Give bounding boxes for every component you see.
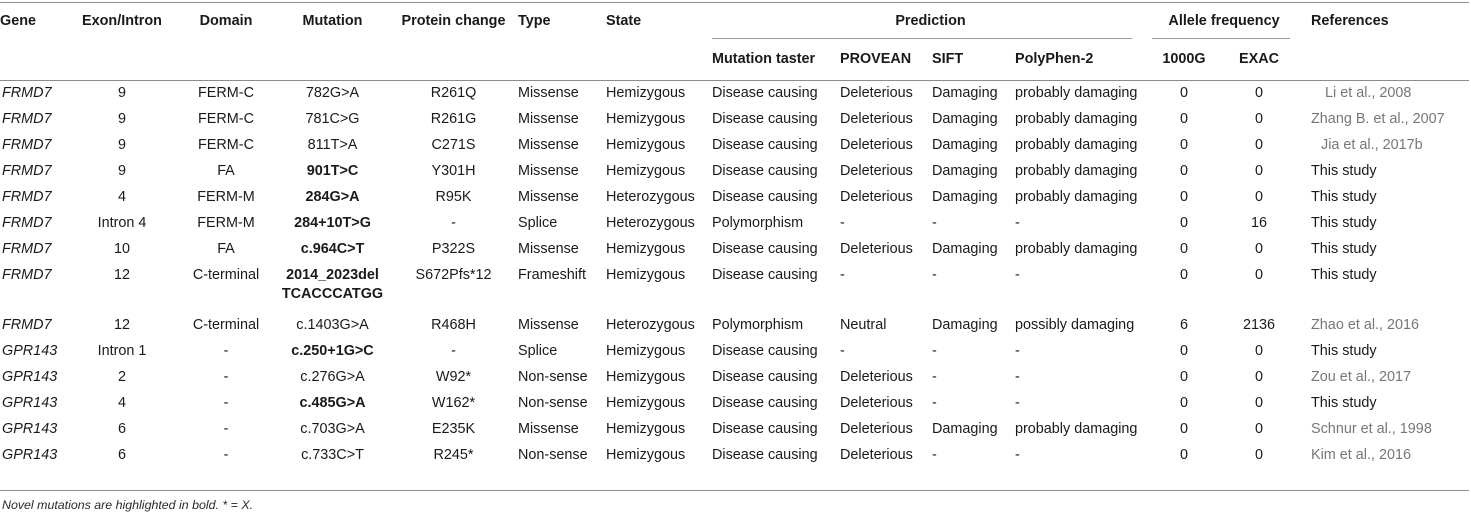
- cell-exon: 2: [117, 369, 126, 385]
- cell-mutation-taster: Disease causing: [712, 343, 818, 359]
- cell-type: Missense: [518, 421, 579, 437]
- header-protein-change: Protein change: [401, 13, 506, 29]
- cell-domain: FERM-M: [197, 215, 255, 231]
- cell-polyphen: -: [1015, 447, 1020, 463]
- table-row: [0, 442, 1469, 468]
- cell-1000g: 0: [1179, 111, 1188, 127]
- header-mutation: Mutation: [302, 13, 363, 29]
- cell-domain: -: [223, 395, 229, 411]
- header-state: State: [606, 13, 642, 29]
- cell-1000g: 0: [1179, 241, 1188, 257]
- cell-type: Missense: [518, 163, 579, 179]
- cell-sift: -: [932, 369, 937, 385]
- cell-provean: -: [840, 215, 845, 231]
- cell-polyphen: probably damaging: [1015, 85, 1138, 101]
- header-polyphen: PolyPhen-2: [1015, 51, 1094, 67]
- cell-sift: -: [932, 267, 937, 283]
- mutation-table: [0, 3, 1469, 468]
- table-row: [0, 262, 1469, 312]
- cell-sift: -: [932, 395, 937, 411]
- table-row: [0, 132, 1469, 158]
- cell-domain: FERM-C: [198, 111, 254, 127]
- cell-reference: This study: [1311, 215, 1377, 231]
- table-row: [0, 80, 1469, 106]
- cell-exac: 16: [1251, 215, 1268, 231]
- cell-mutation-taster: Disease causing: [712, 189, 818, 205]
- cell-sift: Damaging: [932, 85, 998, 101]
- cell-exon: 9: [117, 85, 126, 101]
- cell-mutation: c.733C>T: [301, 447, 364, 463]
- cell-state: Hemizygous: [606, 241, 686, 257]
- cell-1000g: 6: [1179, 317, 1188, 333]
- cell-protein: R245*: [433, 447, 474, 463]
- cell-domain: C-terminal: [192, 267, 260, 283]
- cell-exon: Intron 4: [97, 215, 147, 231]
- cell-type: Missense: [518, 137, 579, 153]
- cell-polyphen: probably damaging: [1015, 137, 1138, 153]
- cell-polyphen: probably damaging: [1015, 111, 1138, 127]
- cell-mutation-taster: Disease causing: [712, 395, 818, 411]
- cell-1000g: 0: [1179, 137, 1188, 153]
- cell-domain: FERM-M: [197, 189, 255, 205]
- cell-protein: R95K: [435, 189, 472, 205]
- header-allele-frequency: Allele frequency: [1168, 13, 1280, 29]
- cell-exac: 2136: [1243, 317, 1276, 333]
- cell-mutation-taster: Polymorphism: [712, 317, 804, 333]
- cell-mutation-taster: Disease causing: [712, 163, 818, 179]
- table-row: [0, 312, 1469, 338]
- cell-1000g: 0: [1179, 267, 1188, 283]
- cell-gene: FRMD7: [2, 85, 52, 101]
- cell-mutation-taster: Polymorphism: [712, 215, 804, 231]
- cell-reference: Zhang B. et al., 2007: [1311, 111, 1445, 127]
- cell-state: Heterozygous: [606, 189, 695, 205]
- cell-state: Hemizygous: [606, 369, 686, 385]
- cell-mutation-taster: Disease causing: [712, 111, 818, 127]
- cell-mutation: 901T>C: [306, 163, 359, 179]
- header-references: References: [1311, 13, 1389, 29]
- cell-type: Missense: [518, 111, 579, 127]
- cell-exon: 9: [117, 137, 126, 153]
- cell-mutation: 284+10T>G: [294, 215, 371, 231]
- cell-gene: FRMD7: [2, 111, 52, 127]
- cell-mutation-taster: Disease causing: [712, 267, 818, 283]
- cell-type: Missense: [518, 189, 579, 205]
- cell-polyphen: probably damaging: [1015, 421, 1138, 437]
- cell-exon: 9: [117, 111, 126, 127]
- cell-gene: GPR143: [2, 421, 58, 437]
- cell-exon: 4: [117, 395, 126, 411]
- cell-exac: 0: [1255, 189, 1264, 205]
- cell-polyphen: possibly damaging: [1015, 317, 1135, 333]
- cell-provean: -: [840, 343, 845, 359]
- cell-exac: 0: [1255, 267, 1264, 283]
- cell-provean: Deleterious: [840, 421, 913, 437]
- cell-gene: GPR143: [2, 447, 58, 463]
- header-sift: SIFT: [932, 51, 964, 67]
- cell-mutation-taster: Disease causing: [712, 85, 818, 101]
- header-mutation-taster: Mutation taster: [712, 51, 816, 67]
- cell-domain: FERM-C: [198, 85, 254, 101]
- table-row: [0, 158, 1469, 184]
- cell-protein: -: [451, 215, 456, 231]
- cell-state: Hemizygous: [606, 267, 686, 283]
- cell-1000g: 0: [1179, 447, 1188, 463]
- cell-domain: C-terminal: [192, 317, 260, 333]
- cell-exon: 12: [113, 317, 130, 333]
- cell-mutation: c.250+1G>C: [291, 343, 374, 359]
- cell-reference: Kim et al., 2016: [1311, 447, 1412, 463]
- cell-protein: S672Pfs*12: [415, 267, 492, 283]
- cell-state: Hemizygous: [606, 85, 686, 101]
- cell-type: Missense: [518, 317, 579, 333]
- cell-domain: -: [223, 447, 229, 463]
- cell-reference: This study: [1311, 395, 1377, 411]
- cell-mutation-taster: Disease causing: [712, 447, 818, 463]
- cell-gene: FRMD7: [2, 241, 52, 257]
- cell-gene: FRMD7: [2, 189, 52, 205]
- cell-mutation-taster: Disease causing: [712, 369, 818, 385]
- cell-polyphen: -: [1015, 369, 1020, 385]
- cell-sift: Damaging: [932, 189, 998, 205]
- cell-sift: -: [932, 215, 937, 231]
- cell-exac: 0: [1255, 85, 1264, 101]
- header-gene: Gene: [0, 13, 36, 29]
- cell-type: Non-sense: [518, 369, 588, 385]
- table-footnote: Novel mutations are highlighted in bold. * = X.: [2, 498, 254, 512]
- table-row: [0, 390, 1469, 416]
- cell-sift: -: [932, 343, 937, 359]
- cell-exac: 0: [1255, 395, 1264, 411]
- cell-gene: FRMD7: [2, 163, 52, 179]
- cell-protein: R261G: [430, 111, 477, 127]
- cell-type: Frameshift: [518, 267, 586, 283]
- cell-protein: R261Q: [430, 85, 477, 101]
- cell-gene: FRMD7: [2, 317, 52, 333]
- cell-mutation-taster: Disease causing: [712, 421, 818, 437]
- cell-polyphen: -: [1015, 215, 1020, 231]
- cell-mutation: c.964C>T: [300, 241, 365, 257]
- cell-provean: Deleterious: [840, 85, 913, 101]
- cell-gene: GPR143: [2, 343, 58, 359]
- cell-reference: Schnur et al., 1998: [1311, 421, 1432, 437]
- table-row: [0, 184, 1469, 210]
- cell-polyphen: probably damaging: [1015, 163, 1138, 179]
- cell-mutation: 284G>A: [305, 189, 360, 205]
- cell-type: Non-sense: [518, 395, 588, 411]
- cell-mutation: [276, 262, 389, 312]
- cell-1000g: 0: [1179, 343, 1188, 359]
- cell-state: Hemizygous: [606, 421, 686, 437]
- table-row: [0, 364, 1469, 390]
- cell-mutation-taster: Disease causing: [712, 137, 818, 153]
- header-prediction: Prediction: [895, 13, 966, 29]
- cell-provean: Neutral: [840, 317, 887, 333]
- cell-reference: Zhao et al., 2016: [1311, 317, 1420, 333]
- cell-1000g: 0: [1179, 85, 1188, 101]
- cell-exon: 9: [117, 163, 126, 179]
- table-row: [0, 106, 1469, 132]
- cell-sift: Damaging: [932, 317, 998, 333]
- cell-exac: 0: [1255, 163, 1264, 179]
- cell-exac: 0: [1255, 369, 1264, 385]
- header-exon-intron: Exon/Intron: [82, 13, 162, 29]
- cell-reference: Jia et al., 2017b: [1321, 137, 1423, 153]
- cell-provean: Deleterious: [840, 189, 913, 205]
- cell-gene: FRMD7: [2, 137, 52, 153]
- cell-gene: GPR143: [2, 369, 58, 385]
- cell-exon: 12: [113, 267, 130, 283]
- cell-exon: 4: [117, 189, 126, 205]
- cell-mutation-taster: Disease causing: [712, 241, 818, 257]
- header-1000g: 1000G: [1162, 51, 1206, 67]
- cell-1000g: 0: [1179, 369, 1188, 385]
- cell-gene: FRMD7: [2, 215, 52, 231]
- cell-1000g: 0: [1179, 395, 1188, 411]
- cell-exac: 0: [1255, 111, 1264, 127]
- cell-mutation: c.1403G>A: [296, 317, 369, 333]
- cell-reference: This study: [1311, 343, 1377, 359]
- cell-state: Hemizygous: [606, 111, 686, 127]
- cell-type: Splice: [518, 215, 558, 231]
- cell-state: Hemizygous: [606, 137, 686, 153]
- cell-domain: -: [223, 343, 229, 359]
- cell-type: Non-sense: [518, 447, 588, 463]
- cell-protein: Y301H: [431, 163, 476, 179]
- cell-sift: Damaging: [932, 421, 998, 437]
- cell-mutation: c.276G>A: [300, 369, 365, 385]
- cell-protein: W92*: [435, 369, 472, 385]
- cell-gene: FRMD7: [2, 267, 52, 283]
- cell-reference: This study: [1311, 241, 1377, 257]
- cell-exon: 10: [113, 241, 130, 257]
- cell-domain: FERM-C: [198, 137, 254, 153]
- cell-provean: Deleterious: [840, 111, 913, 127]
- cell-exon: 6: [117, 421, 126, 437]
- cell-provean: Deleterious: [840, 137, 913, 153]
- cell-provean: Deleterious: [840, 241, 913, 257]
- cell-domain: -: [223, 421, 229, 437]
- cell-sift: Damaging: [932, 241, 998, 257]
- cell-mutation: 811T>A: [307, 137, 358, 153]
- cell-protein: P322S: [431, 241, 476, 257]
- cell-provean: -: [840, 267, 845, 283]
- cell-state: Heterozygous: [606, 317, 695, 333]
- cell-mutation: c.485G>A: [299, 395, 366, 411]
- table-bottom-rule: [0, 490, 1469, 491]
- cell-provean: Deleterious: [840, 369, 913, 385]
- table-row: [0, 338, 1469, 364]
- cell-sift: Damaging: [932, 163, 998, 179]
- cell-polyphen: -: [1015, 267, 1020, 283]
- cell-type: Splice: [518, 343, 558, 359]
- cell-state: Hemizygous: [606, 447, 686, 463]
- table-row: [0, 236, 1469, 262]
- cell-mutation: 781C>G: [305, 111, 360, 127]
- cell-1000g: 0: [1179, 189, 1188, 205]
- cell-exac: 0: [1255, 447, 1264, 463]
- cell-exon: Intron 1: [97, 343, 147, 359]
- cell-state: Hemizygous: [606, 395, 686, 411]
- cell-reference: Li et al., 2008: [1325, 85, 1412, 101]
- cell-state: Hemizygous: [606, 343, 686, 359]
- cell-1000g: 0: [1179, 421, 1188, 437]
- cell-exac: 0: [1255, 421, 1264, 437]
- cell-1000g: 0: [1179, 163, 1188, 179]
- cell-polyphen: probably damaging: [1015, 189, 1138, 205]
- header-row-1: [0, 3, 1469, 39]
- cell-protein: C271S: [431, 137, 476, 153]
- cell-protein: -: [451, 343, 456, 359]
- cell-exon: 6: [117, 447, 126, 463]
- cell-reference: This study: [1311, 163, 1377, 179]
- table-row: [0, 416, 1469, 442]
- cell-mutation: 782G>A: [305, 85, 360, 101]
- header-exac: EXAC: [1239, 51, 1279, 67]
- cell-protein: W162*: [431, 395, 476, 411]
- cell-polyphen: probably damaging: [1015, 241, 1138, 257]
- header-provean: PROVEAN: [840, 51, 912, 67]
- cell-sift: Damaging: [932, 137, 998, 153]
- cell-exac: 0: [1255, 241, 1264, 257]
- cell-polyphen: -: [1015, 343, 1020, 359]
- cell-1000g: 0: [1179, 215, 1188, 231]
- cell-sift: Damaging: [932, 111, 998, 127]
- cell-domain: FA: [217, 241, 235, 257]
- cell-mutation-line-2: TCACCCATGG: [281, 286, 384, 302]
- cell-polyphen: -: [1015, 395, 1020, 411]
- cell-exac: 0: [1255, 343, 1264, 359]
- header-domain: Domain: [199, 13, 253, 29]
- cell-mutation: c.703G>A: [300, 421, 365, 437]
- cell-reference: This study: [1311, 267, 1377, 283]
- cell-mutation-line-1: 2014_2023del: [286, 267, 379, 283]
- header-row-2: [0, 39, 1469, 80]
- cell-sift: -: [932, 447, 937, 463]
- cell-state: Hemizygous: [606, 163, 686, 179]
- cell-provean: Deleterious: [840, 447, 913, 463]
- cell-state: Heterozygous: [606, 215, 695, 231]
- cell-type: Missense: [518, 85, 579, 101]
- cell-protein: E235K: [431, 421, 476, 437]
- cell-gene: GPR143: [2, 395, 58, 411]
- cell-exac: 0: [1255, 137, 1264, 153]
- cell-type: Missense: [518, 241, 579, 257]
- header-type: Type: [518, 13, 551, 29]
- cell-provean: Deleterious: [840, 163, 913, 179]
- cell-provean: Deleterious: [840, 395, 913, 411]
- cell-domain: -: [223, 369, 229, 385]
- cell-reference: Zou et al., 2017: [1311, 369, 1412, 385]
- cell-protein: R468H: [431, 317, 476, 333]
- cell-reference: This study: [1311, 189, 1377, 205]
- cell-domain: FA: [217, 163, 235, 179]
- table-row: [0, 210, 1469, 236]
